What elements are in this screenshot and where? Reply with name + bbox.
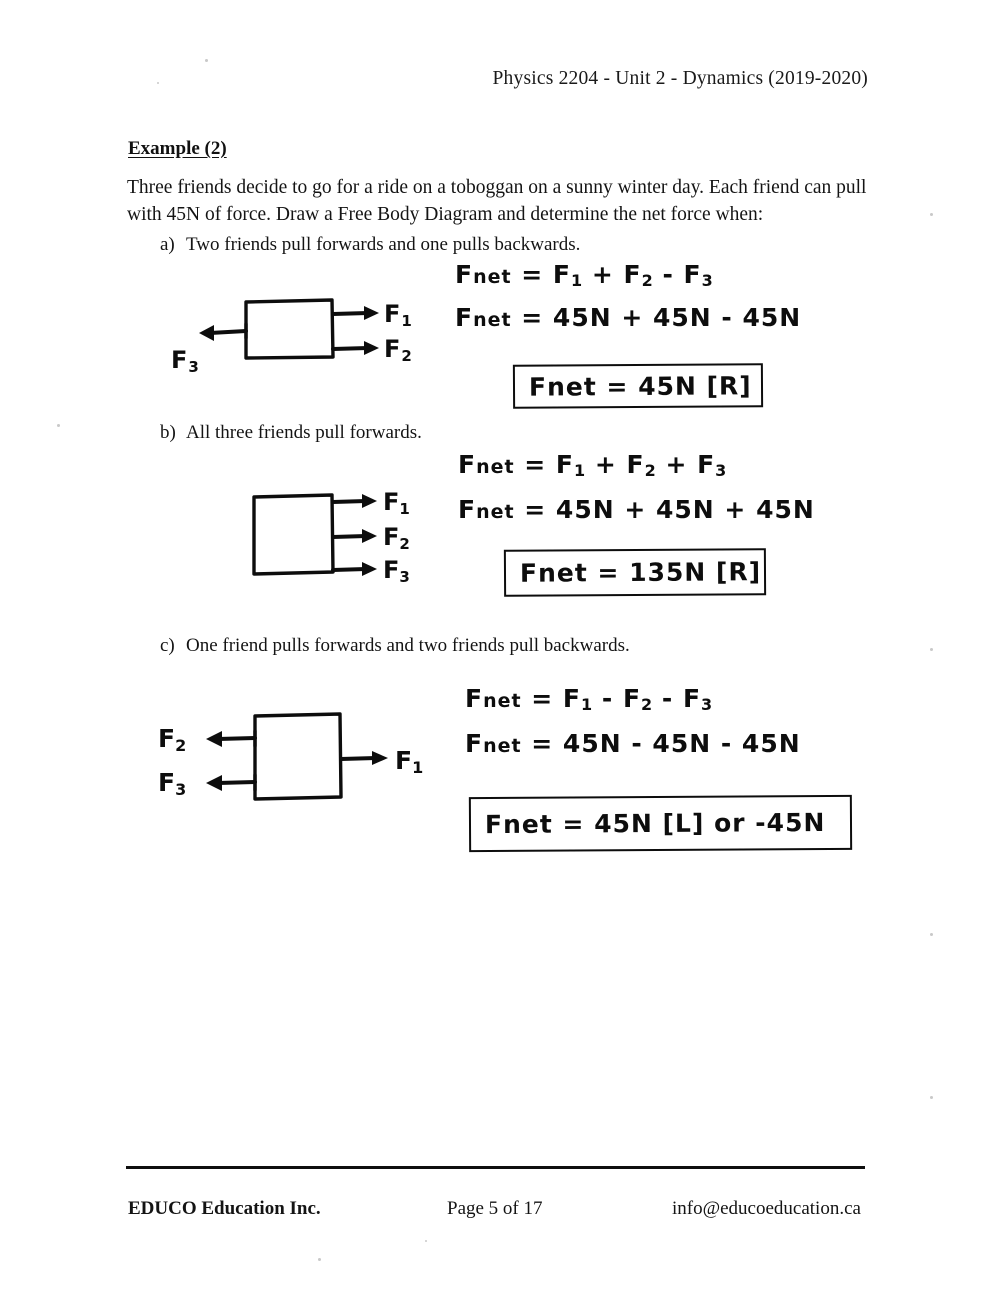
scan-speckle [318, 1258, 321, 1261]
answer-box-b [504, 548, 766, 597]
footer-company: EDUCO Education Inc. [128, 1198, 321, 1219]
free-body-diagram-c [150, 706, 450, 816]
part-b-question [160, 422, 422, 444]
scan-speckle [57, 424, 60, 427]
answer-a-text: Fnet = 45N [R] [528, 370, 752, 402]
part-c-question [160, 635, 630, 657]
scan-speckle [930, 1096, 933, 1099]
equation-b-numeric: Fnet = 45N + 45N + 45N [458, 495, 815, 524]
equation-a-numeric: Fnet = 45N + 45N - 45N [455, 303, 802, 332]
part-b-marker: b) [160, 422, 176, 443]
answer-c-text: Fnet = 45N [L] or -45N [484, 807, 826, 840]
page-title: Example (2) [128, 138, 227, 159]
svg-text:F1: F1 [384, 300, 413, 330]
free-body-diagram-b [246, 486, 446, 596]
svg-text:F2: F2 [384, 335, 413, 365]
free-body-diagram-a [168, 288, 418, 398]
equation-a-symbolic: Fnet = F1 + F2 - F3 [455, 260, 713, 290]
svg-text:F3: F3 [171, 346, 200, 376]
footer-email: info@educoeducation.ca [672, 1198, 861, 1219]
footer-page-number: Page 5 of 17 [447, 1198, 543, 1219]
scan-speckle [425, 1240, 427, 1242]
svg-text:F1: F1 [383, 488, 410, 518]
svg-text:F3: F3 [158, 768, 187, 799]
equation-c-symbolic: Fnet = F1 - F2 - F3 [465, 684, 713, 714]
example-prompt: Three friends decide to go for a ride on a toboggan on a sunny winter day. Each friend can pull with 45N of force. Draw a Free Body Diagram and determine the net force when: [127, 177, 867, 225]
scan-speckle [205, 59, 208, 62]
equation-c-numeric: Fnet = 45N - 45N - 45N [465, 729, 801, 758]
answer-box-c [469, 795, 852, 852]
part-c-marker: c) [160, 635, 175, 656]
part-a-question [160, 234, 580, 256]
svg-text:F2: F2 [158, 724, 187, 755]
page-header-course: Physics 2204 - Unit 2 - Dynamics (2019-2020) [492, 68, 868, 89]
part-c-text: One friend pulls forwards and two friends pull backwards. [186, 635, 630, 656]
scan-speckle [930, 213, 933, 216]
svg-text:F1: F1 [395, 746, 424, 777]
footer-divider [126, 1166, 865, 1169]
part-b-text: All three friends pull forwards. [186, 422, 422, 443]
equation-b-symbolic: Fnet = F1 + F2 + F3 [458, 450, 727, 480]
answer-b-text: Fnet = 135N [R] [519, 557, 762, 588]
scan-speckle [930, 933, 933, 936]
svg-text:F2: F2 [383, 523, 410, 553]
part-a-text: Two friends pull forwards and one pulls backwards. [186, 234, 581, 255]
scan-speckle [930, 648, 933, 651]
svg-text:F3: F3 [383, 556, 410, 586]
answer-box-a [513, 363, 763, 409]
part-a-marker: a) [160, 234, 175, 255]
